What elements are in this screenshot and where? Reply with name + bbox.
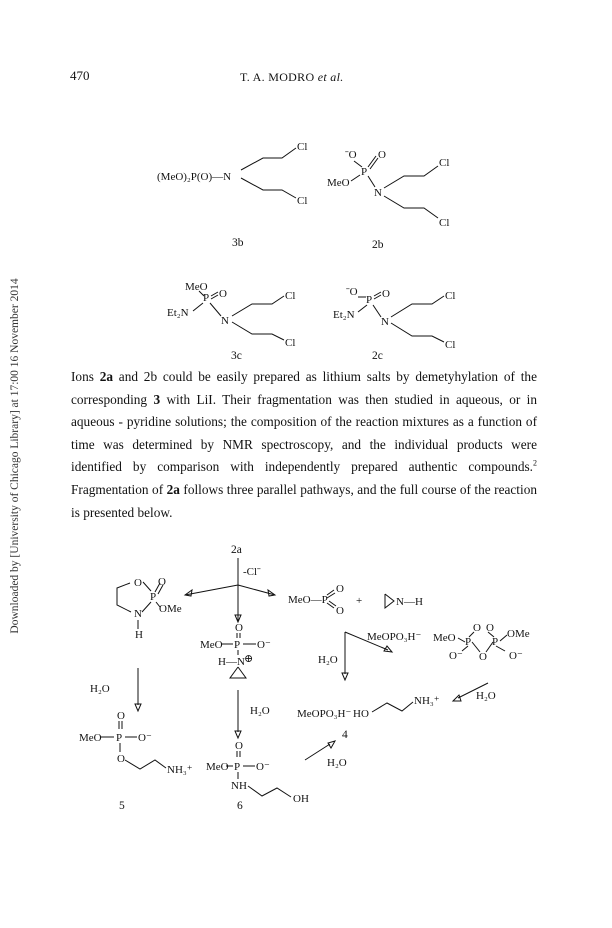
compound-4-products	[297, 695, 440, 741]
paragraph-bold-2a: 2a	[99, 369, 113, 384]
2b-chlorine-top: Cl	[439, 157, 450, 169]
pyrophosphate-oxygen-2: O	[486, 622, 494, 634]
2b-oxide-anion: ˉO	[345, 149, 357, 161]
metaphosphate-species	[288, 583, 344, 617]
reference-superscript: 2	[533, 458, 537, 468]
2b-methoxy: MeO	[327, 177, 350, 189]
pyrophosphate-methoxy: MeO	[433, 632, 456, 644]
water-label-lower: H₂O	[327, 757, 347, 769]
aziridinium-phosphorus: P	[234, 639, 241, 651]
compound-5-oxide-anion: O⁻	[138, 732, 152, 744]
compound-6-nh: NH	[231, 780, 247, 792]
methyl-metaphosphate: MeO—P	[288, 594, 328, 606]
cyclic-nitrogen: N	[134, 608, 142, 620]
2b-compound-label: 2b	[372, 239, 384, 251]
paragraph-text	[71, 366, 537, 524]
compound-4-label: 4	[342, 729, 348, 741]
compound-5-ammonium: NH₃⁺	[167, 764, 193, 776]
compound-5-methoxy: MeO	[79, 732, 102, 744]
compound-5-phosphorus: P	[116, 732, 123, 744]
compound-5-ester-oxygen: O	[117, 753, 125, 765]
3b-chlorine-top: Cl	[297, 141, 308, 153]
compound-6-oxide-anion: O⁻	[256, 761, 270, 773]
arrow-to-4	[318, 631, 421, 680]
pyrophosphate-methoxy-2: OMe	[507, 628, 530, 640]
scheme-start-2a: 2a	[231, 544, 242, 556]
2c-oxygen: O	[382, 288, 390, 300]
2c-chlorine-bottom: Cl	[445, 339, 456, 351]
aziridine-nitrogen: N—H	[396, 596, 423, 608]
product-methyl-phosphate: MeOPO₃H⁻	[297, 708, 352, 720]
aziridinium-positive-charge: ⊕	[244, 653, 254, 665]
compound-5-label: 5	[119, 800, 125, 812]
structure-2b	[327, 149, 449, 251]
metaphosphate-oxygen-bottom: O	[336, 605, 344, 617]
page-number: 470	[70, 68, 90, 83]
water-label-left: H₂O	[90, 683, 110, 695]
cyclic-nh-hydrogen: H	[135, 629, 143, 641]
compound-6-hydroxyl: OH	[293, 793, 309, 805]
aziridinium-oxide-anion: O⁻	[257, 639, 271, 651]
3c-methoxy: MeO	[185, 281, 208, 293]
paragraph-span-5: follows three parallel pathways, and the full course of the reaction is presented below.	[71, 481, 537, 520]
3b-compound-label: 3b	[232, 237, 244, 249]
2c-phosphorus: P	[366, 294, 373, 306]
aziridine	[385, 594, 423, 608]
3c-chlorine-bottom: Cl	[285, 337, 296, 349]
2c-nitrogen: N	[381, 316, 389, 328]
running-head-author: T. A. MODRO	[240, 70, 315, 84]
compound-6-oxygen: O	[235, 740, 243, 752]
product-ammonium: NH₃⁺	[414, 695, 440, 707]
paragraph-span-3: with LiI. Their fragmentation was then studied in aqueous, or in aqueous - pyridine solutions; the composition of the reaction mixtures as a function of time was determined by NMR spectroscopy, and the individual products were identified by comparison with independently prepared authentic compounds.	[71, 391, 537, 475]
cyclic-exo-oxygen: O	[158, 576, 166, 588]
cyclic-phosphoramidate	[117, 576, 182, 641]
3c-chlorine-top: Cl	[285, 290, 296, 302]
3c-compound-label: 3c	[231, 350, 242, 362]
aziridinium-oxygen: O	[235, 622, 243, 634]
scheme-minus-chloride: -Clˉ	[243, 566, 261, 578]
water-label-right: H₂O	[476, 690, 496, 702]
compound-5-oxygen: O	[117, 710, 125, 722]
pyrophosphate-phosphorus-1: P	[465, 636, 472, 648]
structure-3b	[157, 141, 307, 249]
2c-diethylamino: Et₂N	[333, 309, 355, 321]
3c-phosphorus: P	[203, 292, 210, 304]
aziridinium-hn: H—N	[218, 656, 245, 668]
cyclic-phosphorus: P	[150, 591, 157, 603]
compound-6-phosphorus: P	[234, 761, 241, 773]
2b-nitrogen: N	[374, 187, 382, 199]
compound-6-label: 6	[237, 800, 243, 812]
running-head-et-al: et al.	[317, 70, 344, 84]
2b-oxygen: O	[378, 149, 386, 161]
water-label-center: H₂O	[250, 705, 270, 717]
3b-chlorine-bottom: Cl	[297, 195, 308, 207]
2c-oxide-anion: ˉO	[346, 286, 358, 298]
body-paragraph	[71, 366, 537, 524]
fragmentation-scheme	[79, 544, 530, 812]
pyrophosphate-anion-1: O⁻	[449, 650, 463, 662]
2c-chlorine-top: Cl	[445, 290, 456, 302]
aziridinium-phosphoramidate	[200, 622, 271, 678]
paragraph-bold-3: 3	[153, 391, 161, 407]
paragraph-span-1: Ions	[71, 369, 100, 384]
structure-3c	[167, 281, 295, 362]
pyrophosphate-oxygen-1: O	[473, 622, 481, 634]
2c-compound-label: 2c	[372, 350, 383, 362]
product-ethanolamine-ho: HO	[353, 708, 369, 720]
3c-oxygen: O	[219, 288, 227, 300]
3b-phosphoramide-group: (MeO)₂P(O)—N	[157, 171, 232, 183]
water-label-arrow-1: H₂O	[318, 654, 338, 666]
compound-5	[79, 710, 193, 812]
2b-phosphorus: P	[361, 166, 368, 178]
pyrophosphate-anion-2: O⁻	[509, 650, 523, 662]
pyrophosphate	[433, 622, 530, 663]
cyclic-ring-oxygen: O	[134, 577, 142, 589]
2b-chlorine-bottom: Cl	[439, 217, 450, 229]
cyclic-methoxy: OMe	[159, 603, 182, 615]
methyl-phosphate-anion: MeOPO₃H⁻	[367, 631, 422, 643]
pyrophosphate-phosphorus-2: P	[492, 636, 499, 648]
metaphosphate-oxygen-top: O	[336, 583, 344, 595]
aziridinium-methoxy: MeO	[200, 639, 223, 651]
download-notice-text: Downloaded by [University of Chicago Library] at 17:00 16 November 2014	[9, 278, 21, 634]
compound-6-methoxy: MeO	[206, 761, 229, 773]
3c-nitrogen: N	[221, 315, 229, 327]
paragraph-span-2: and 2b could be easily prepared as lithium salts by demetyhylation of the corresponding	[71, 369, 537, 407]
3c-diethylamino: Et₂N	[167, 307, 189, 319]
pyrophosphate-bridge-oxygen: O	[479, 651, 487, 663]
paragraph-bold-2a-second: 2a	[166, 481, 180, 497]
structure-2c	[333, 286, 455, 362]
compound-6	[206, 740, 309, 812]
plus-sign: +	[356, 595, 363, 607]
paragraph-span-4: Fragmentation of	[71, 481, 167, 497]
